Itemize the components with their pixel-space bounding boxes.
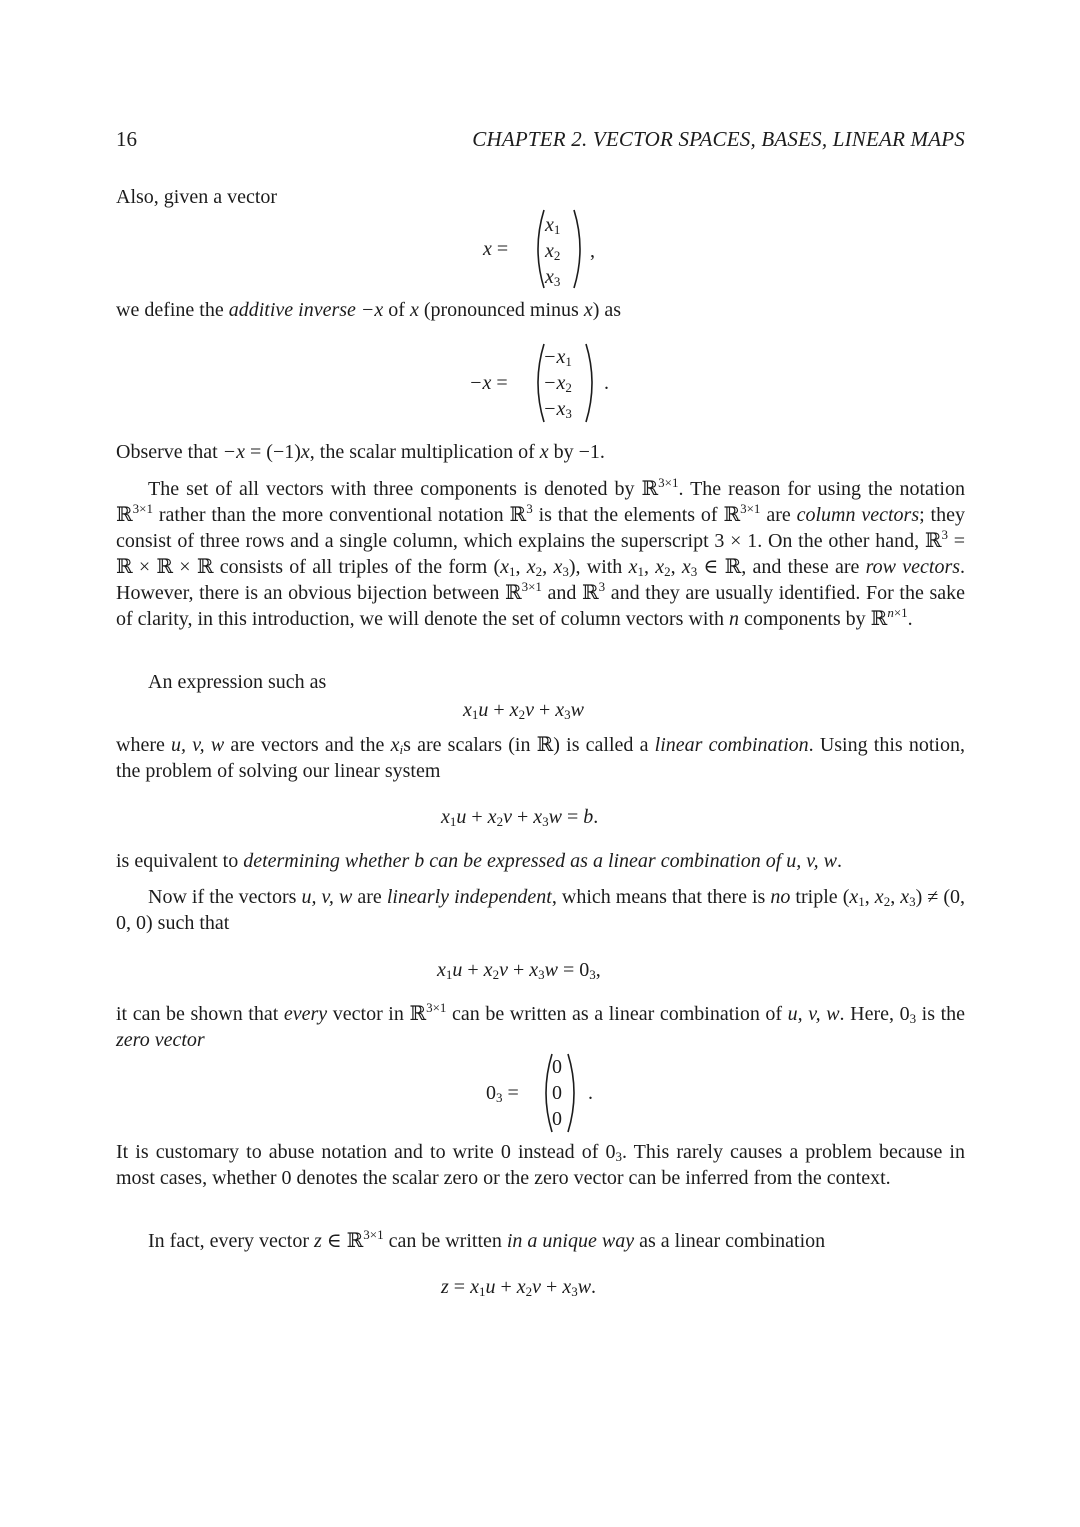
vector-x-entry-2: $x_2$ — [545, 240, 561, 263]
p2-part-d: ) as — [592, 299, 622, 321]
equation-zero-vector-lhs: $0_3$ = — [486, 1082, 519, 1105]
paragraph-observe: Observe that −x = (−1)x, the scalar multiplication of x by −1. — [116, 441, 605, 463]
right-paren-icon — [566, 1052, 582, 1134]
vector-x-entry-3: $x_3$ — [545, 266, 561, 289]
paragraph-column-vectors: The set of all vectors with three components is denoted by ℝ$^{3\times 1}$. The reason for using the notation ℝ$^{3\times 1}$ rather than the more conventional notation ℝ$^3$ is that the elements of ℝ$^{3\times 1}$ are column vectors; they consist of three rows and a single column, which explains the superscript 3 × 1. On the other hand, ℝ$^3$ = ℝ × ℝ × ℝ consists of all triples of the form ($x_1$, $x_2$, $x_3$), with $x_1$, $x_2$, $x_3$ ∈ ℝ, and these are row vectors. However, there is an obvious bijection between ℝ$^{3\times 1}$ and ℝ$^3$ and they are usually identified. For the sake of clarity, in this introduction, we will denote the set of column vectors with n components by ℝ$^{n\times 1}$. — [116, 475, 966, 630]
vector-negx-entry-1: $-x_1$ — [543, 346, 572, 369]
paragraph-unique-way: In fact, every vector z ∈ ℝ$^{3\times 1}$ can be written in a unique way as a linear combination — [148, 1227, 826, 1252]
zero-vector-entry-2: 0 — [552, 1082, 562, 1104]
equation-unique-combination: $z = x_1u + x_2v + x_3w$. — [441, 1276, 597, 1299]
right-paren-icon — [572, 208, 588, 290]
vector-negx-entry-3: $-x_3$ — [543, 398, 572, 421]
left-paren-icon — [530, 208, 546, 290]
paragraph-abuse-notation: It is customary to abuse notation and to write 0 instead of $0_3$. This rarely causes a problem because in most cases, whether 0 denotes the scalar zero or the zero vector can be inferred from the context. — [116, 1141, 965, 1189]
paragraph-linear-independence: Now if the vectors u, v, w are linearly independent, which means that there is no triple ($x_1$, $x_2$, $x_3) \ne (0$, 0, 0) such that — [116, 886, 966, 934]
p2-part-a: we define the — [116, 299, 224, 321]
equation-x-lhs: x = — [483, 238, 509, 260]
paragraph-intro: Also, given a vector — [116, 186, 278, 208]
zero-vector-entry-3: 0 — [552, 1108, 562, 1130]
paragraph-expression: An expression such as — [148, 671, 327, 693]
paragraph-additive-inverse: we define the additive inverse −x of x (pronounced minus x) as — [116, 299, 622, 321]
equation-zero-vector-trail: . — [588, 1082, 593, 1104]
page-number: 16 — [116, 127, 137, 151]
equation-linear-combination: $x_1u + x_2v + x_3w$ — [463, 699, 584, 722]
vector-negx-entry-2: $-x_2$ — [543, 372, 572, 395]
equation-negx-lhs: −x = — [469, 372, 508, 394]
paragraph-every-vector: it can be shown that every vector in ℝ$^{3\times 1}$ can be written as a linear combination of u, v, w. Here, $0_3$ is the zero vector — [116, 1000, 966, 1051]
equation-negx-trail: . — [604, 372, 609, 394]
right-paren-icon — [584, 342, 600, 424]
p2-part-b: of — [388, 299, 405, 321]
zero-vector-entry-1: 0 — [552, 1056, 562, 1078]
equation-system: $x_1u + x_2v + x_3w = b$. — [441, 806, 599, 829]
p2-part-c: (pronounced minus — [423, 299, 579, 321]
equation-x-trail: , — [590, 240, 595, 262]
paragraph-linear-combination: where u, v, w are vectors and the $x_is$ are scalars (in ℝ) is called a linear combination. Using this notion, the problem of solving our linear system — [116, 734, 965, 782]
equation-zero: $x_1u + x_2v + x_3w = 0_3$, — [437, 959, 601, 982]
vector-x-entry-1: $x_1$ — [545, 214, 561, 237]
chapter-title: CHAPTER 2. VECTOR SPACES, BASES, LINEAR MAPS — [472, 127, 965, 151]
term-additive-inverse: additive inverse — [228, 299, 356, 321]
paragraph-equivalent: is equivalent to determining whether b can be expressed as a linear combination of u, v, w. — [116, 850, 842, 872]
